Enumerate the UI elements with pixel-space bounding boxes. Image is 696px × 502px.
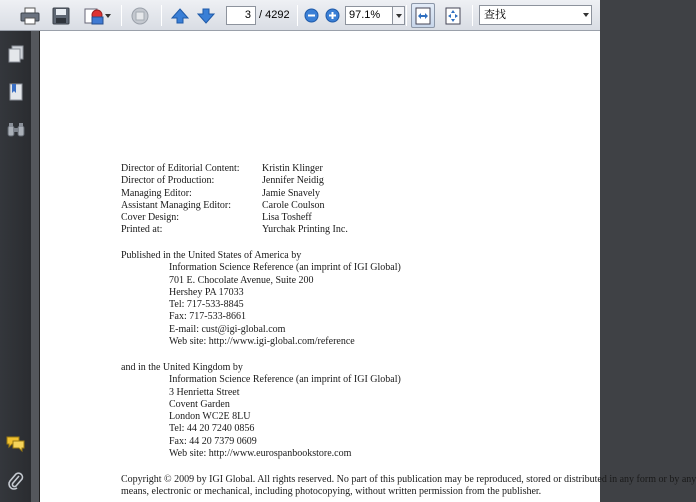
search-binoculars-icon[interactable] xyxy=(6,120,25,139)
address-line: Hershey PA 17033 xyxy=(169,286,244,298)
plus-icon xyxy=(325,8,340,23)
document-margin xyxy=(31,31,39,502)
copyright-notice xyxy=(121,474,696,499)
bookmarks-panel-icon[interactable] xyxy=(6,82,25,101)
next-page-button[interactable] xyxy=(195,4,217,27)
fit-width-icon xyxy=(415,7,431,25)
credit-role: Cover Design: xyxy=(121,212,180,224)
fit-width-button[interactable] xyxy=(411,3,435,28)
save-disk-icon xyxy=(52,7,70,25)
address-line: Information Science Reference (an imprint of IGI Global) xyxy=(169,374,401,386)
chevron-down-icon xyxy=(396,14,402,18)
credit-role: Director of Editorial Content: xyxy=(121,163,240,174)
credit-name: Jamie Snavely xyxy=(262,187,321,199)
attachment-paperclip-icon[interactable] xyxy=(6,471,25,490)
address-line: Fax: 44 20 7379 0609 xyxy=(169,435,257,447)
credit-role: Assistant Managing Editor: xyxy=(121,199,231,211)
address-line: E-mail: cust@igi-global.com xyxy=(169,323,286,335)
address-line: Fax: 717-533-8661 xyxy=(169,311,246,323)
zoom-out-button[interactable] xyxy=(302,4,320,27)
save-button[interactable] xyxy=(50,4,72,27)
us-publisher-block xyxy=(121,250,401,348)
email-icon xyxy=(83,7,105,25)
toolbar-separator xyxy=(297,5,298,26)
toolbar-separator xyxy=(406,5,407,26)
address-line: 3 Henrietta Street xyxy=(169,386,240,398)
credit-role: Printed at: xyxy=(121,224,163,236)
pages-panel-icon[interactable] xyxy=(6,44,25,63)
credit-role: Director of Production: xyxy=(121,175,215,187)
minus-icon xyxy=(304,8,319,23)
toolbar-separator xyxy=(121,5,122,26)
collaborate-button[interactable] xyxy=(128,4,154,27)
chevron-down-icon xyxy=(105,14,111,18)
address-line: 701 E. Chocolate Avenue, Suite 200 xyxy=(169,274,314,286)
address-line: Web site: http://www.igi-global.com/reference xyxy=(169,336,355,348)
address-line: Tel: 44 20 7240 0856 xyxy=(169,423,255,435)
arrow-down-icon xyxy=(197,7,215,25)
address-line: Covent Garden xyxy=(169,398,230,410)
credit-name: Lisa Tosheff xyxy=(262,212,312,224)
copyright-line: means, electronic or mechanical, including photocopying, without written permission from the publisher. xyxy=(121,486,542,498)
search-input[interactable] xyxy=(479,5,592,25)
toolbar-separator xyxy=(472,5,473,26)
navigation-sidebar xyxy=(0,31,31,502)
previous-page-button[interactable] xyxy=(169,4,191,27)
document-page[interactable] xyxy=(39,31,696,502)
address-line: Information Science Reference (an imprint of IGI Global) xyxy=(169,262,401,274)
page-total-label: / 4292 xyxy=(259,9,290,21)
credit-name: Carole Coulson xyxy=(262,199,325,211)
arrow-up-icon xyxy=(171,7,189,25)
credit-name: Jennifer Neidig xyxy=(262,175,324,187)
credit-name: Yurchak Printing Inc. xyxy=(262,224,348,236)
search-input-value: 查找 xyxy=(484,8,506,21)
uk-publisher-heading: and in the United Kingdom by xyxy=(121,362,243,373)
zoom-dropdown-button[interactable] xyxy=(393,6,405,25)
toolbar xyxy=(0,0,600,31)
copyright-line: Copyright © 2009 by IGI Global. All rights reserved. No part of this publication may be reproduced, stored or distributed in any form or by any xyxy=(121,474,696,485)
zoom-level-select[interactable]: 97.1% xyxy=(345,6,393,25)
fit-page-button[interactable] xyxy=(441,4,465,27)
toolbar-separator xyxy=(161,5,162,26)
print-button[interactable] xyxy=(18,4,42,27)
us-publisher-heading: Published in the United States of America by xyxy=(121,250,302,261)
fit-page-icon xyxy=(445,7,461,25)
credit-role: Managing Editor: xyxy=(121,187,192,199)
address-line: Web site: http://www.eurospanbookstore.com xyxy=(169,448,352,460)
credit-name: Kristin Klinger xyxy=(262,163,323,174)
collaborate-icon xyxy=(130,6,152,26)
email-button[interactable] xyxy=(80,4,114,27)
zoom-in-button[interactable] xyxy=(323,4,341,27)
page-number-input[interactable]: 3 xyxy=(226,6,256,25)
address-line: Tel: 717-533-8845 xyxy=(169,299,244,311)
chevron-down-icon xyxy=(583,13,589,17)
uk-publisher-block xyxy=(121,362,401,460)
printer-icon xyxy=(20,7,40,25)
comments-icon[interactable] xyxy=(6,434,25,453)
address-line: London WC2E 8LU xyxy=(169,411,251,423)
